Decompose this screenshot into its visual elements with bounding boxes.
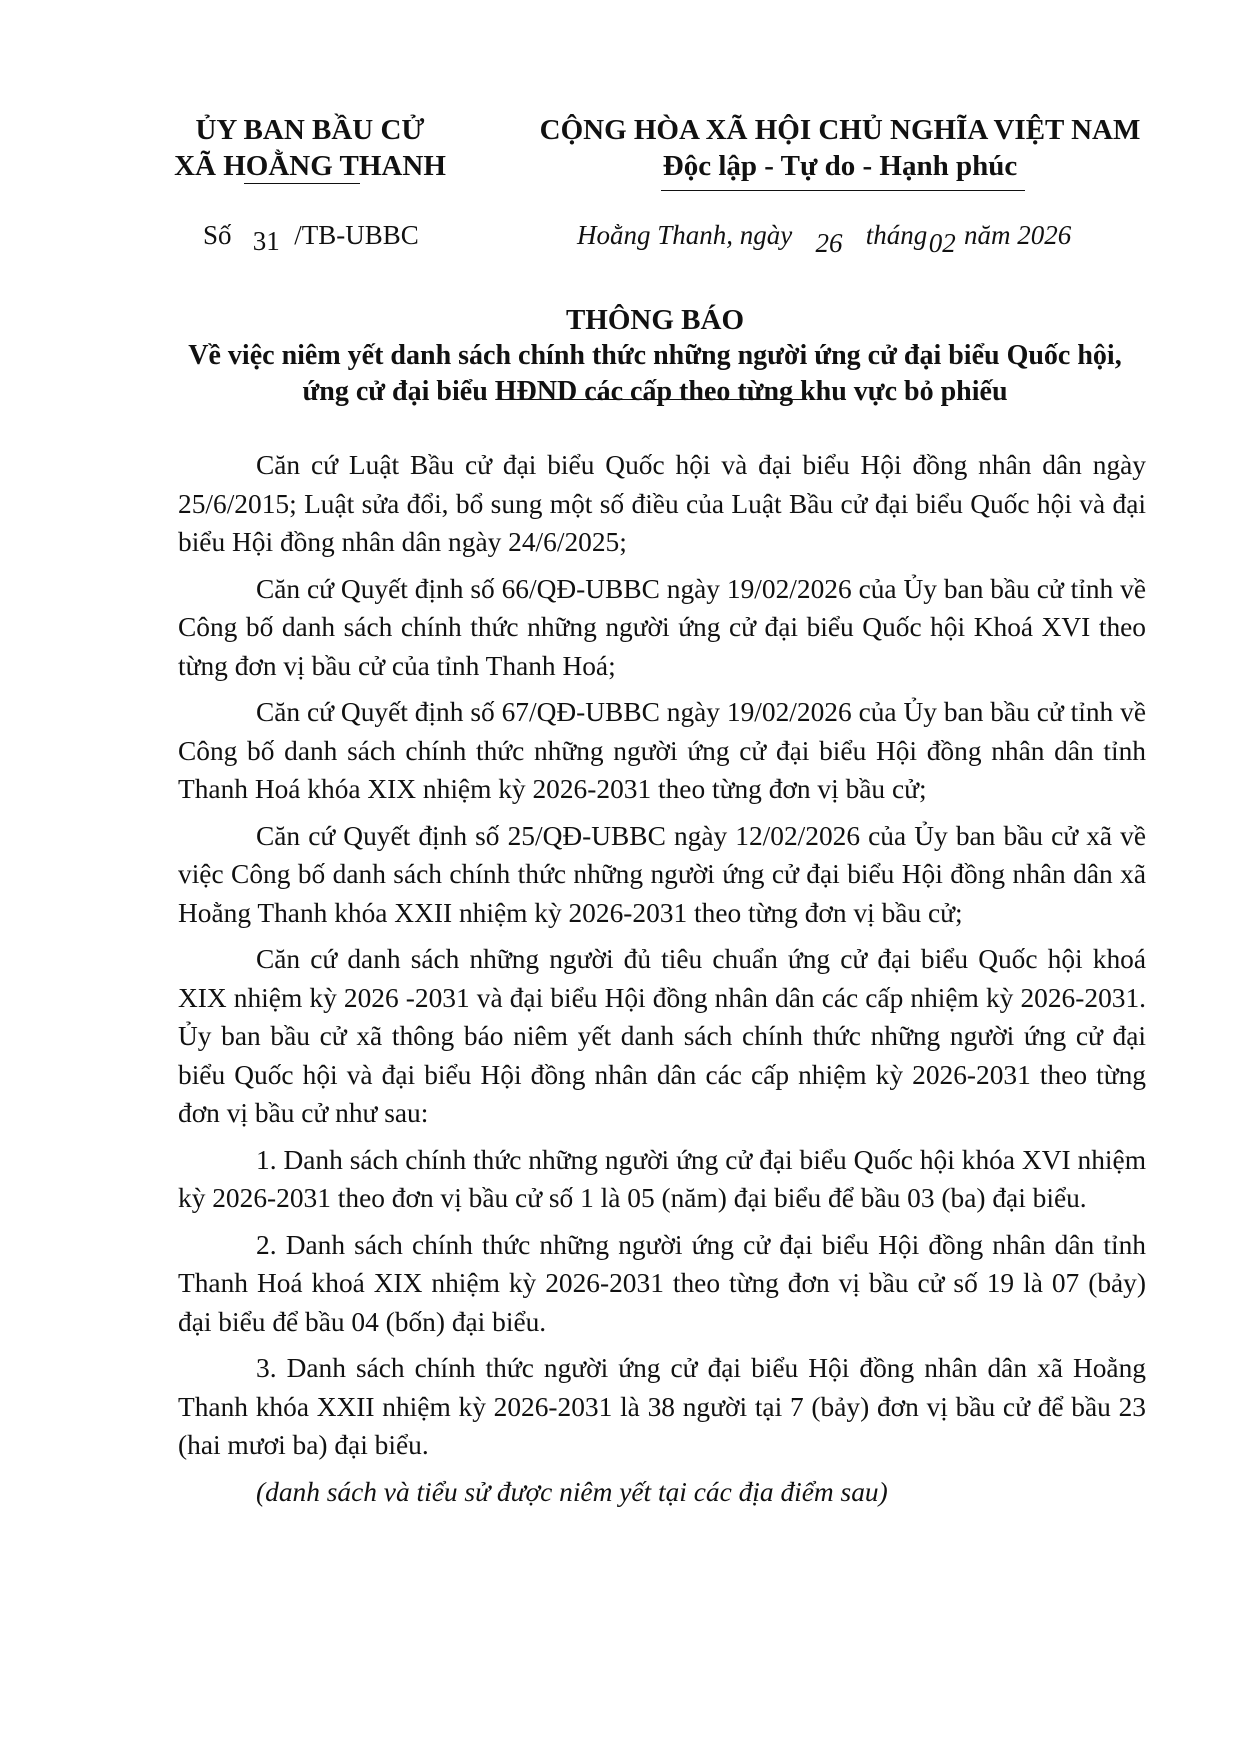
date-month-label: tháng [865,220,928,250]
date-day: 26 [815,228,843,258]
paragraph: Căn cứ Quyết định số 25/QĐ-UBBC ngày 12/02/2026 của Ủy ban bầu cử xã về việc Công bố danh sách chính thức những người ứng cử đại biểu Hội đồng nhân dân xã Hoằng Thanh khóa XXII nhiệm kỳ 2026-2031 theo từng đơn vị bầu cử; [178,820,1146,928]
national-motto: Độc lập - Tự do - Hạnh phúc [662,150,1018,182]
title-subject-line-1: Về việc niêm yết danh sách chính thức những người ứng cử đại biểu Quốc hội, [188,340,1122,371]
doc-number-prefix: Số [203,220,232,250]
title-underline [499,399,805,400]
date-year: năm 2026 [964,220,1072,250]
national-heading [520,112,1160,184]
paragraph: Căn cứ Quyết định số 67/QĐ-UBBC ngày 19/02/2026 của Ủy ban bầu cử tỉnh về Công bố danh sách chính thức những người ứng cử đại biểu Hội đồng nhân dân tỉnh Thanh Hoá khóa XIX nhiệm kỳ 2026-2031 theo từng đơn vị bầu cử; [178,697,1146,804]
title-subject-line-2: ứng cử đại biểu HĐND các cấp theo từng khu vực bỏ phiếu [302,376,1008,407]
paragraph: 1. Danh sách chính thức những người ứng cử đại biểu Quốc hội khóa XVI nhiệm kỳ 2026-2031 theo đơn vị bầu cử số 1 là 05 (năm) đại biểu để bầu 03 (ba) đại biểu. [178,1144,1146,1213]
doc-number-suffix: /TB-UBBC [294,220,419,250]
authority-line-1: ỦY BAN BẦU CỬ [195,114,425,146]
listing-note: (danh sách và tiểu sử được niêm yết tại các địa điểm sau) [256,1476,888,1507]
authority-line-2: XÃ HOẰNG THANH [174,150,446,182]
document-number [203,220,419,256]
paragraph: Căn cứ Quyết định số 66/QĐ-UBBC ngày 19/02/2026 của Ủy ban bầu cử tỉnh về Công bố danh sách chính thức những người ứng cử đại biểu Quốc hội Khoá XVI theo từng đơn vị bầu cử của tỉnh Thanh Hoá; [178,573,1146,681]
document-title [150,302,1160,410]
paragraph: 3. Danh sách chính thức người ứng cử đại biểu Hội đồng nhân dân xã Hoằng Thanh khóa XXII nhiệm kỳ 2026-2031 là 38 người tại 7 (bảy) đơn vị bầu cử để bầu 23 (hai mươi ba) đại biểu. [178,1353,1146,1460]
paragraph: Căn cứ danh sách những người đủ tiêu chuẩn ứng cử đại biểu Quốc hội khoá XIX nhiệm kỳ 2026 -2031 và đại biểu Hội đồng nhân dân các cấp nhiệm kỳ 2026-2031. Ủy ban bầu cử xã thông báo niêm yết danh sách chính thức những người ứng cử đại biểu Quốc hội và đại biểu Hội đồng nhân dân các cấp nhiệm kỳ 2026-2031 theo từng đơn vị bầu cử như sau: [178,944,1146,1128]
document-body [178,446,1146,1519]
paragraph: 2. Danh sách chính thức những người ứng cử đại biểu Hội đồng nhân dân tỉnh Thanh Hoá khoá XIX nhiệm kỳ 2026-2031 theo từng đơn vị bầu cử số 19 là 07 (bảy) đại biểu để bầu 04 (bốn) đại biểu. [178,1229,1146,1337]
issue-date [577,220,1072,258]
issuing-authority [150,112,470,184]
motto-underline [661,190,1025,191]
date-month: 02 [928,228,956,258]
doc-number-value: 31 [252,226,280,256]
title-type: THÔNG BÁO [565,304,745,336]
authority-underline [244,183,360,184]
national-name: CỘNG HÒA XÃ HỘI CHỦ NGHĨA VIỆT NAM [539,114,1141,146]
paragraph: Căn cứ Luật Bầu cử đại biểu Quốc hội và đại biểu Hội đồng nhân dân ngày 25/6/2015; Luật sửa đổi, bổ sung một số điều của Luật Bầu cử đại biểu Quốc hội và đại biểu Hội đồng nhân dân ngày 24/6/2025; [178,450,1146,557]
date-place: Hoằng Thanh, ngày [577,220,793,250]
